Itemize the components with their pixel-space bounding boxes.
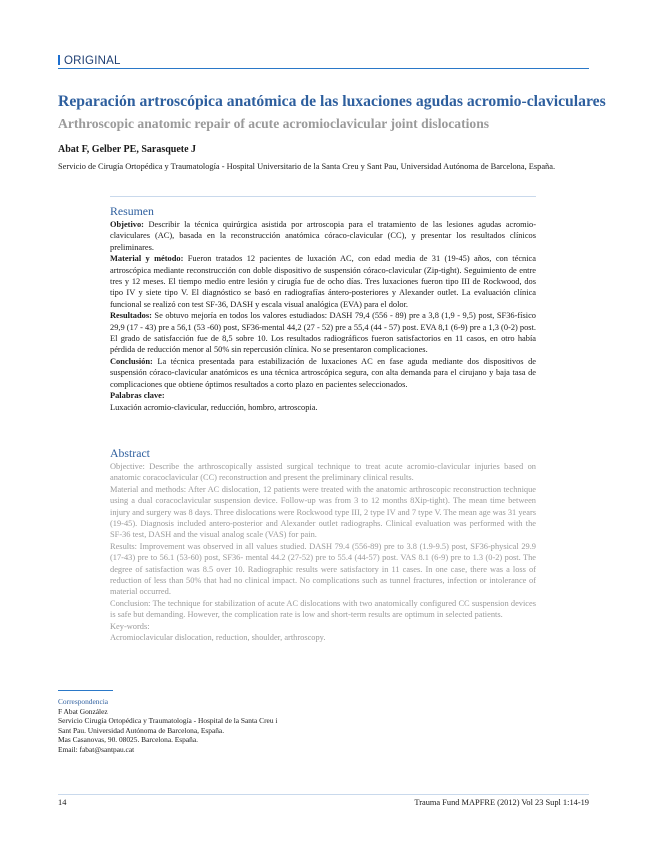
correspondence-line: Mas Casanovas, 90. 08025. Barcelona. España.	[58, 735, 198, 744]
conclusion-label: Conclusión:	[110, 356, 153, 366]
section-bar	[58, 55, 60, 65]
affiliation: Servicio de Cirugía Ortopédica y Traumatología - Hospital Universitario de la Santa Creu y Sant Pau, Universidad Autónoma de Barcelona, España.	[58, 162, 556, 171]
correspondence-title: Correspondencia	[58, 697, 109, 706]
abstract-rule	[110, 196, 536, 197]
abstract-conclusion	[110, 598, 536, 621]
resultados-label: Resultados:	[110, 311, 152, 321]
conclusion-text: La técnica presentada para estabilización de luxaciones AC en fase aguda mediante dos dispositivos de suspensión córaco-clavicular anatómicos es una técnica artroscópica segura, con alta demanda para el cirujano y baja tasa de complicaciones que obtiene óptimos resultados a corto plazo en pacientes seleccionados.	[110, 356, 536, 389]
resumen-objetivo	[110, 219, 536, 253]
resumen-keywords-label	[110, 390, 536, 401]
correspondence-rule	[58, 690, 113, 691]
material-text: Fueron tratados 12 pacientes de luxación AC, con edad media de 31 (19-45) años, con técnica artroscópica mediante reconstrucción con doble dispositivo de suspensión córaco-clavicular (Zip-tight). Seguimiento de entre tres y 12 meses. El tiempo medio entre lesión y cirugía fue de ocho días. Tres luxaciones fueron tipo III de Rockwood, dos tipo IV y siete tipo V. El diagnóstico se basó en radiografías ántero-posteriores y Alexander outlet. La evaluación clínica funcional se realizó con test SF-36, DASH y escala visual analógica (EVA) para el dolor.	[110, 254, 536, 309]
conclusion-en-text: The technique for stabilization of acute AC dislocations with two anatomically configured CC suspension devices is safe but demanding. However, the complication rate is low and short-term results are optimum in selected patients.	[110, 598, 536, 620]
abstract-methods	[110, 484, 536, 541]
methods-text: After AC dislocation, 12 patients were treated with the anatomic arthroscopic reconstruction technique using a dual coracoclavicular suspension device. Follow-up was from 3 to 12 months 8Xip-tight). The mean time between injury and surgery was 8 days. Three dislocations were Rockwood type III, 2 type IV and 7 type V. The mean age was 31 years (19-45). Diagnosis included antero-posterior and Alexander outlet radiographs. Clinical evaluation was performed with the SF-36 test, DASH and the visual analog scale (VAS) for pain.	[110, 484, 536, 540]
objective-label: Objective:	[110, 462, 145, 471]
resumen-resultados	[110, 310, 536, 356]
objective-text: Describe the arthroscopically assisted surgical technique to treat acute acromio-clavicular injuries based on anatomic coracoclavicular (CC) reconstruction and present the preliminary clinical results.	[110, 462, 536, 483]
objetivo-label: Objetivo:	[110, 220, 144, 229]
correspondence	[58, 697, 358, 754]
correspondence-line: Sant Pau. Universidad Autónoma de Barcelona, España.	[58, 725, 225, 735]
abstract-objective	[110, 461, 536, 484]
conclusion-en-label: Conclusion:	[110, 598, 151, 608]
methods-label: Material and methods:	[110, 484, 187, 494]
abstract-keywords: Acromioclavicular dislocation, reduction, shoulder, arthroscopy.	[110, 633, 326, 643]
resumen-keywords: Luxación acromio-clavicular, reducción, hombro, artroscopia.	[110, 402, 318, 412]
footer-rule	[58, 794, 589, 795]
authors: Abat F, Gelber PE, Sarasquete J	[58, 144, 197, 155]
results-label: Results:	[110, 541, 137, 551]
section-label	[58, 55, 121, 67]
article-title-es: Reparación artroscópica anatómica de las luxaciones agudas acromio-claviculares	[58, 93, 606, 110]
abstract-keywords-label: Key-words:	[110, 621, 150, 631]
article-title-en: Arthroscopic anatomic repair of acute acromioclavicular joint dislocations	[58, 116, 490, 131]
correspondence-line: Servicio Cirugía Ortopédica y Traumatología - Hospital de la Santa Creu i	[58, 716, 278, 725]
abstract-heading: Abstract	[110, 446, 150, 460]
header-rule	[58, 68, 589, 69]
page-number: 14	[58, 798, 67, 807]
section-text: ORIGINAL	[64, 55, 121, 67]
correspondence-line: F Abat González	[58, 706, 108, 716]
results-text: Improvement was observed in all values studied. DASH 79.4 (556-89) pre to 3.8 (1.9-9.5) post, SF36-physical 29.9 (17-43) pre to 56.1 (53-60) post, SF36- mental 44.2 (27-52) pre to 55.4 (44-57) post. VAS 8.1 (6-9) pre to 1.3 (0-2) post. The degree of satisfaction was 8.5 over 10. Radiographic results were satisfactory in 11 cases. In one case, there was a loss of reduction of less than 50% that had no clinical impact. No complications such as tunnel fractures, infection or intolerance of material occurred.	[110, 541, 536, 597]
abstract-results	[110, 541, 536, 598]
resultados-text: Se obtuvo mejoría en todos los valores estudiados: DASH 79,4 (556 - 89) pre a 3,8 (1,9 - 9,5) post, SF36-físico 29,9 (17 - 43) pre a 56,1 (53 -60) post, SF36-mental 44,2 (27 - 52) pre a 55,4 (44 - 57) post. EVA 8,1 (6-9) pre a 1,3 (0-2) post. El grado de satisfacción fue de 8,5 sobre 10. Los resultados radiográficos fueron satisfactorios en 11 casos, en otro había pérdida de reducción menor al 50% sin repercusión clínica. No se presentaron complicaciones.	[110, 311, 536, 355]
correspondence-email[interactable]: Email: fabat@santpau.cat	[58, 744, 135, 754]
resumen-heading: Resumen	[110, 204, 154, 218]
journal-citation: Trauma Fund MAPFRE (2012) Vol 23 Supl 1:14-19	[414, 798, 589, 807]
resumen-material	[110, 253, 536, 310]
material-label: Material y método:	[110, 254, 184, 264]
resumen-conclusion	[110, 356, 536, 390]
palabras-clave-label: Palabras clave:	[110, 391, 165, 401]
abstract-body	[110, 461, 536, 644]
objetivo-text: Describir la técnica quirúrgica asistida por artroscopia para el tratamiento de las lesiones agudas acromio-claviculares (AC), basada en la reconstrucción anatómica córaco-clavicular (CC), y presentar los resultados clínicos preliminares.	[110, 220, 536, 252]
resumen-body	[110, 219, 536, 413]
